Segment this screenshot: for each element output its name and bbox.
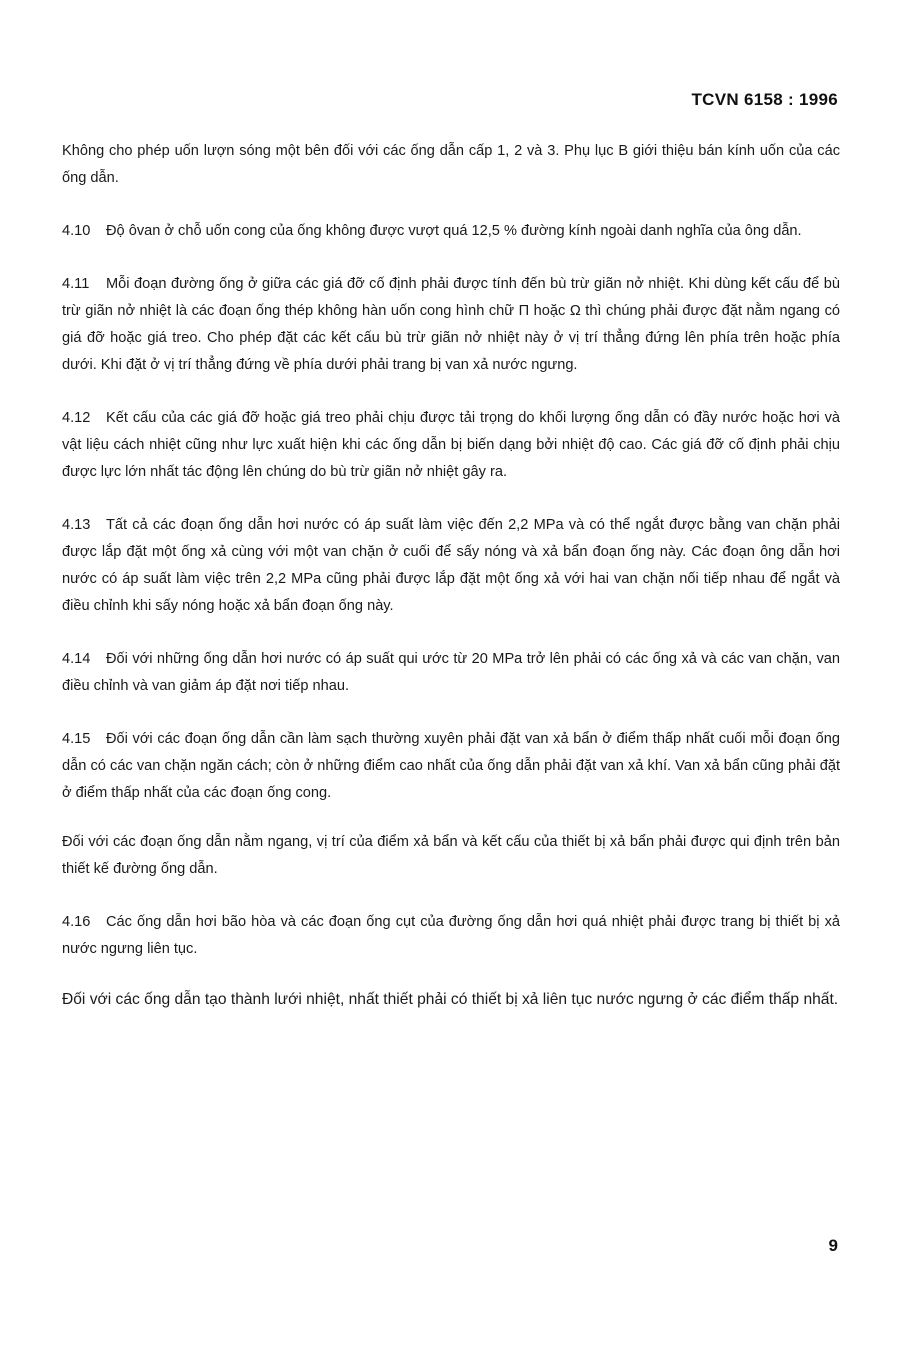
paragraph-4-13 bbox=[62, 512, 840, 620]
paragraph-text: Các ống dẫn hơi bão hòa và các đoạn ống cụt của đường ống dẫn hơi quá nhiệt phải được trang bị thiết bị xả nước ngưng liên tục. bbox=[62, 914, 840, 957]
clause-number: 4.11 bbox=[62, 276, 90, 292]
clause-number: 4.16 bbox=[62, 914, 91, 930]
clause-number: 4.12 bbox=[62, 410, 91, 426]
clause-number: 4.10 bbox=[62, 223, 91, 239]
paragraph-4-15-continued bbox=[62, 829, 840, 883]
paragraph-text: Mỗi đoạn đường ống ở giữa các giá đỡ cố định phải được tính đến bù trừ giãn nở nhiệt. Khi dùng kết cấu để bù trừ giãn nở nhiệt là các đoạn ống thép không hàn uốn cong hình chữ Π hoặc Ω thì chúng phải được đặt nằm ngang có giá đỡ hoặc giá treo. Cho phép đặt các kết cấu bù trừ giãn nở nhiệt này ở vị trí thẳng đứng lên phía trên hoặc phía dưới. Khi đặt ở vị trí thẳng đứng về phía dưới phải trang bị van xả nước ngưng. bbox=[62, 276, 840, 373]
paragraph-text: Đối với các ống dẫn tạo thành lưới nhiệt, nhất thiết phải có thiết bị xả liên tục nước ngưng ở các điểm thấp nhất. bbox=[62, 991, 839, 1008]
clause-number: 4.13 bbox=[62, 517, 91, 533]
paragraph-text: Độ ôvan ở chỗ uốn cong của ống không được vượt quá 12,5 % đường kính ngoài danh nghĩa của ông dẫn. bbox=[106, 223, 802, 239]
clause-number: 4.15 bbox=[62, 731, 91, 747]
page-number: 9 bbox=[828, 1236, 838, 1255]
paragraph-4-12 bbox=[62, 405, 840, 486]
standard-code: TCVN 6158 : 1996 bbox=[691, 90, 838, 109]
document-body bbox=[62, 138, 840, 1014]
paragraph-4-16-continued bbox=[62, 985, 840, 1014]
paragraph-intro bbox=[62, 138, 840, 192]
paragraph-4-15 bbox=[62, 726, 840, 807]
paragraph-text: Kết cấu của các giá đỡ hoặc giá treo phải chịu được tải trọng do khối lượng ống dẫn có đầy nước hoặc hơi và vật liệu cách nhiệt cũng như lực xuất hiện khi các ống dẫn bị biến dạng bởi nhiệt độ cao. Các giá đỡ cố định phải chịu được lực lớn nhất tác động lên chúng do bù trừ giãn nở nhiệt gây ra. bbox=[62, 410, 840, 480]
paragraph-4-10 bbox=[62, 218, 840, 245]
paragraph-text: Tất cả các đoạn ống dẫn hơi nước có áp suất làm việc đến 2,2 MPa và có thể ngắt được bằng van chặn phải được lắp đặt một ống xả cùng với một van chặn ở cuối để sấy nóng và xả bẩn đoạn ống này. Các đoạn ông dẫn hơi nước có áp suất làm việc trên 2,2 MPa cũng phải được lắp đặt một ống xả với hai van chặn nối tiếp nhau để ngắt và điều chỉnh khi sấy nóng hoặc xả bẩn đoạn ống này. bbox=[62, 517, 840, 614]
paragraph-text: Đối với các đoạn ống dẫn cần làm sạch thường xuyên phải đặt van xả bẩn ở điểm thấp nhất cuối mỗi đoạn ống dẫn có các van chặn ngăn cách; còn ở những điểm cao nhất của ống dẫn phải đặt van xả khí. Van xả bẩn cũng phải đặt ở điểm thấp nhất của các đoạn ống cong. bbox=[62, 731, 840, 801]
paragraph-text: Đối với những ống dẫn hơi nước có áp suất qui ước từ 20 MPa trở lên phải có các ống xả và các van chặn, van điều chỉnh và van giảm áp đặt nơi tiếp nhau. bbox=[62, 651, 840, 694]
paragraph-4-11 bbox=[62, 271, 840, 379]
paragraph-text: Đối với các đoạn ống dẫn nằm ngang, vị trí của điểm xả bẩn và kết cấu của thiết bị xả bẩn phải được qui định trên bản thiết kế đường ống dẫn. bbox=[62, 834, 840, 877]
paragraph-text: Không cho phép uốn lượn sóng một bên đối với các ống dẫn cấp 1, 2 và 3. Phụ lục B giới thiệu bán kính uốn của các ống dẫn. bbox=[62, 143, 840, 186]
paragraph-4-16 bbox=[62, 909, 840, 963]
paragraph-4-14 bbox=[62, 646, 840, 700]
clause-number: 4.14 bbox=[62, 651, 91, 667]
